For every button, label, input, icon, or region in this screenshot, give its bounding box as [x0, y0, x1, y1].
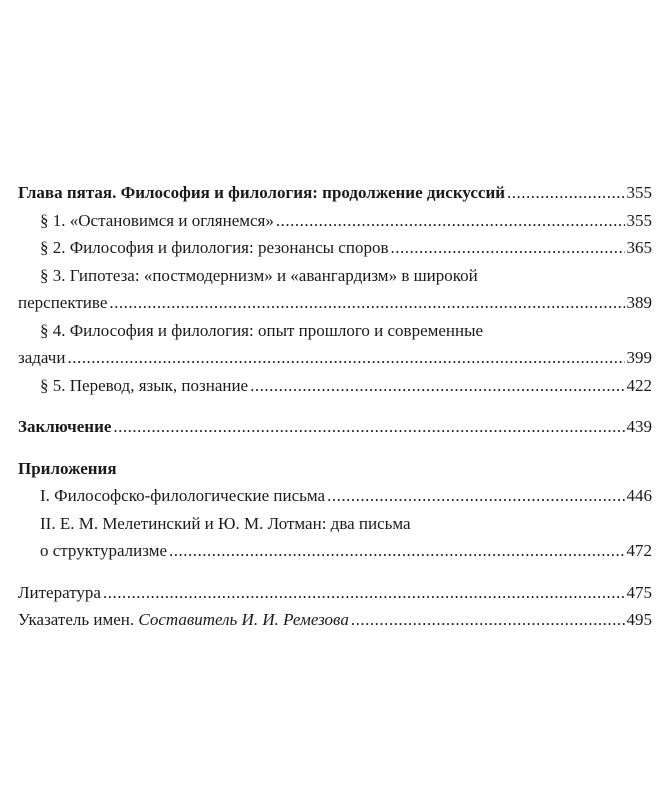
section4-title-line1: § 4. Философия и филология: опыт прошлого и современные: [40, 320, 484, 340]
dot-leader: [507, 179, 624, 207]
index-title-text: Указатель имен.: [18, 610, 139, 629]
dot-leader: [276, 207, 625, 235]
section-title: § 2. Философия и филология: резонансы споров: [40, 238, 389, 257]
dot-leader: [103, 579, 625, 607]
page-number: 422: [626, 375, 652, 395]
section-title: § 5. Перевод, язык, познание: [40, 375, 249, 395]
appendix-title: I. Философско-филологические письма: [40, 486, 326, 505]
spacer: [18, 441, 652, 455]
section-title-line2: задачи: [18, 348, 66, 367]
spacer: [18, 399, 652, 413]
index-title: [18, 606, 349, 634]
appendix2-title-line1: II. Е. М. Мелетинский и Ю. М. Лотман: два письма: [40, 513, 411, 533]
appendix-title-line2: о структурализме: [40, 541, 168, 560]
literature-title: Литература: [18, 582, 101, 602]
toc-entry-section3: [18, 289, 652, 317]
toc-entry-conclusion: [18, 413, 652, 441]
conclusion-title: Заключение: [18, 417, 112, 436]
dot-leader: [67, 344, 624, 372]
toc-entry-section2: [18, 234, 652, 262]
page-number: 355: [626, 183, 652, 202]
toc-entry-chapter5: [18, 179, 652, 207]
dot-leader: [113, 413, 624, 441]
chapter-title: Глава пятая. Философия и филология: продолжение дискуссий: [18, 183, 506, 202]
toc-entry-section5: [18, 372, 652, 400]
dot-leader: [351, 606, 625, 634]
page-number: 495: [626, 610, 652, 629]
section-title-line2: перспективе: [18, 293, 108, 312]
page-number: 365: [626, 238, 652, 257]
toc-entry-literature: [18, 579, 652, 607]
page-number: 472: [626, 541, 652, 560]
spacer: [18, 565, 652, 579]
table-of-contents: [18, 179, 652, 634]
page-number: 389: [626, 293, 652, 312]
toc-entry-index: [18, 606, 652, 634]
toc-entry-section1: [18, 207, 652, 235]
page-number: 439: [626, 417, 652, 436]
dot-leader: [169, 537, 624, 565]
section3-title-line1: § 3. Гипотеза: «постмодернизм» и «авангардизм» в широкой: [40, 265, 478, 285]
dot-leader: [390, 234, 624, 262]
toc-entry-appendix2: [18, 537, 652, 565]
dot-leader: [109, 289, 624, 317]
index-compiler: Составитель И. И. Ремезова: [138, 610, 349, 629]
section-title: § 1. «Остановимся и оглянемся»: [40, 210, 274, 230]
toc-entry-section4: [18, 344, 652, 372]
page-number: 355: [626, 210, 652, 230]
page-number: 475: [626, 582, 652, 602]
appendices-heading: Приложения: [18, 458, 117, 478]
toc-entry-appendix1: [18, 482, 652, 510]
page-number: 399: [626, 348, 652, 367]
page-number: 446: [626, 486, 652, 505]
dot-leader: [250, 372, 624, 400]
dot-leader: [327, 482, 624, 510]
